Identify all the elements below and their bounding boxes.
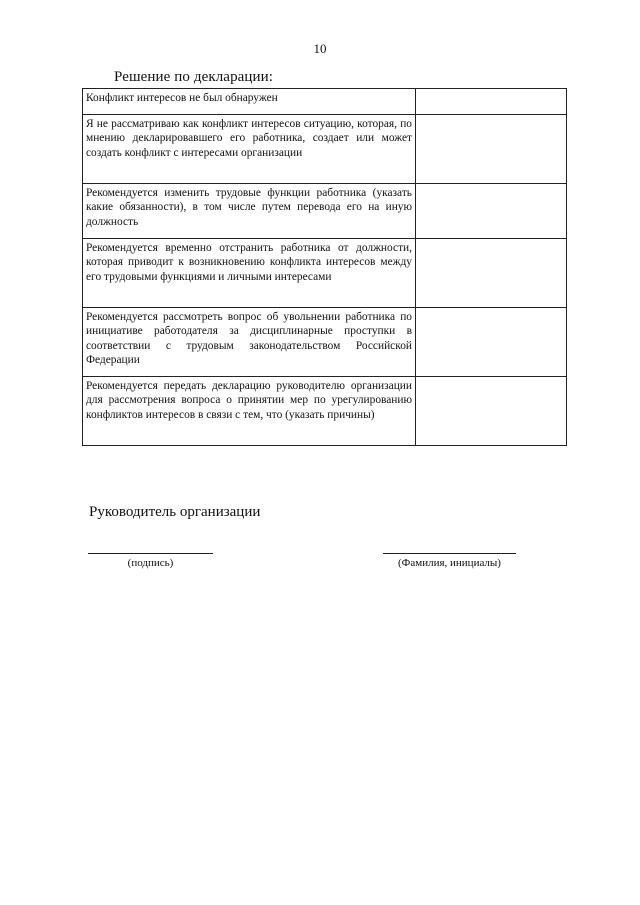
decision-mark-cell[interactable] [416,239,567,308]
option-text: Рекомендуется изменить трудовые функции работника (указать какие обязанности), в том числе путем перевода его на иную должность [83,184,416,239]
decision-mark-cell[interactable] [416,308,567,377]
table-row [83,89,567,115]
table-row [83,239,567,308]
decision-mark-cell[interactable] [416,115,567,184]
name-caption: (Фамилия, инициалы) [398,557,501,569]
decision-table [82,88,567,446]
option-text: Рекомендуется временно отстранить работника от должности, которая приводит к возникновению конфликта интересов между его трудовыми функциями и личными интересами [83,239,416,308]
table-row [83,308,567,377]
decision-heading: Решение по декларации: [114,69,274,85]
table-row [83,184,567,239]
decision-mark-cell[interactable] [416,89,567,115]
option-text: Я не рассматриваю как конфликт интересов ситуацию, которая, по мнению декларировавшего его работника, создает или может создать конфликт с интересами организации [83,115,416,184]
signature-line[interactable] [88,553,213,554]
table-row [83,377,567,446]
name-line[interactable] [383,553,516,554]
signature-caption: (подпись) [127,557,174,569]
option-text: Рекомендуется передать декларацию руководителю организации для рассмотрения вопроса о принятии мер по урегулированию конфликтов интересов в связи с тем, что (указать причины) [83,377,416,446]
page-number: 10 [313,41,327,56]
signer-title: Руководитель организации [89,504,261,520]
option-text: Конфликт интересов не был обнаружен [83,89,416,115]
decision-mark-cell[interactable] [416,377,567,446]
option-text: Рекомендуется рассмотреть вопрос об увольнении работника по инициативе работодателя за дисциплинарные проступки в соответствии с трудовым законодательством Российской Федерации [83,308,416,377]
decision-mark-cell[interactable] [416,184,567,239]
table-row [83,115,567,184]
